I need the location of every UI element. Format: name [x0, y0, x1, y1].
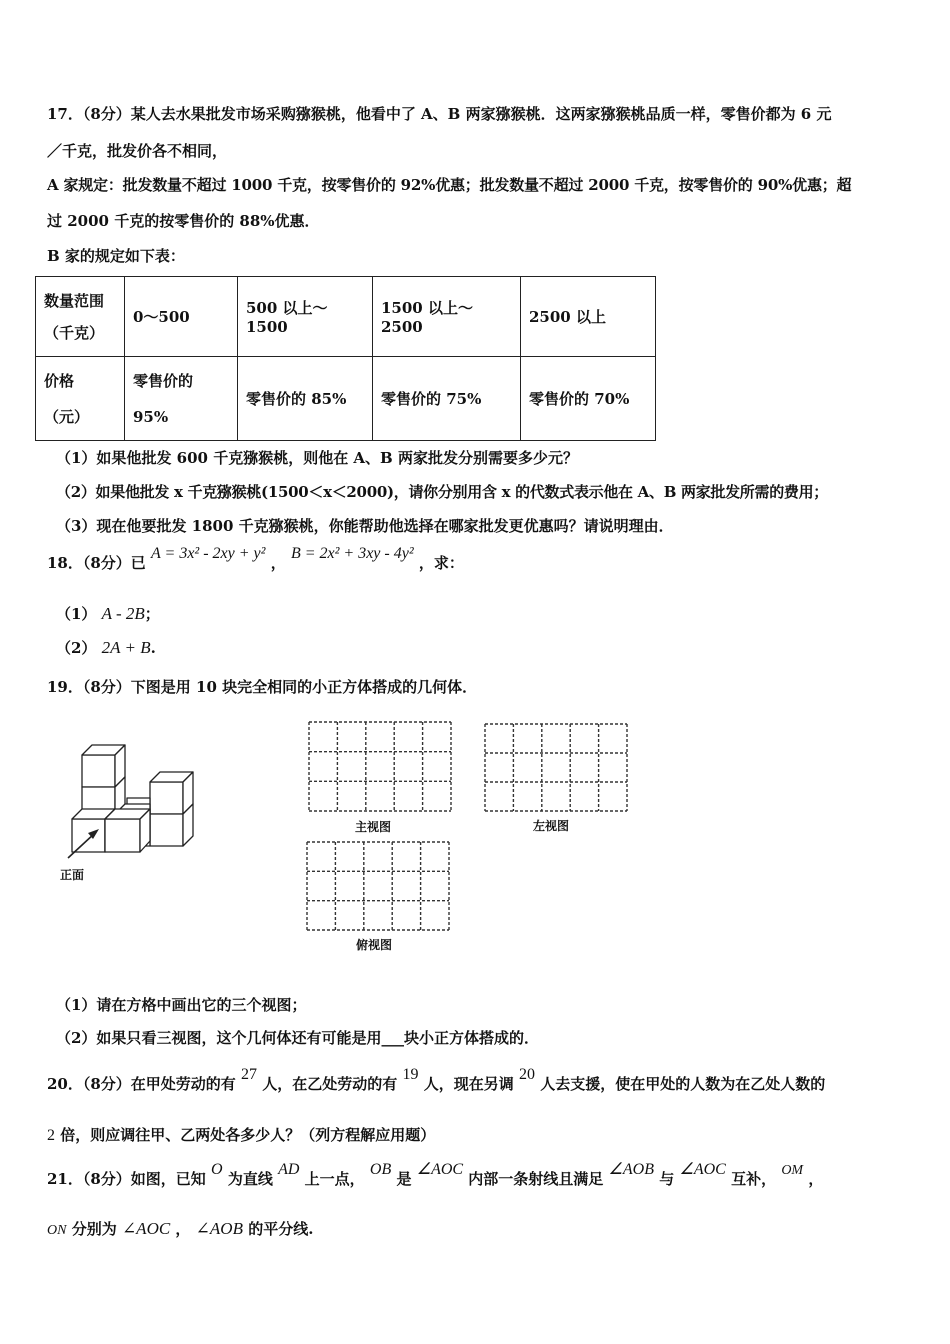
left-view-grid — [483, 722, 629, 813]
math-expr: ∠AOB — [608, 1161, 654, 1178]
cell-text: （元） — [44, 407, 90, 426]
q17-line3: A 家规定：批发数量不超过 1000 千克，按零售价的 92%优惠；批发数量不超过 2000 千克，按零售价的 90%优惠；超 — [47, 176, 852, 194]
q21-text: ， — [175, 1220, 191, 1238]
q20-num: 27 — [241, 1066, 258, 1083]
math-expr: ∠AOC — [679, 1161, 726, 1178]
q17-sub2: （2）如果他批发 x 千克猕猴桃(1500＜x＜2000)，请你分别用含 x 的代数式表示他在 A、B 两家批发所需的费用； — [56, 483, 829, 501]
q20-text: 20．（8分）在甲处劳动的有 — [47, 1075, 236, 1093]
table-cell: 零售价的 85% — [238, 357, 373, 441]
q21-text: ， — [808, 1170, 824, 1188]
q21-text: 上一点， — [304, 1170, 365, 1188]
left-view-label: 左视图 — [533, 819, 570, 833]
math-expr: AD — [278, 1161, 300, 1178]
q21-text: 互补， — [731, 1170, 777, 1188]
q21-text: 的平分线. — [248, 1220, 314, 1238]
q17-line5: B 家的规定如下表： — [47, 247, 185, 265]
main-view-label: 主视图 — [355, 820, 392, 834]
math-expr: ∠AOC — [121, 1219, 171, 1238]
q18-suffix: ，求： — [418, 554, 464, 572]
expr-b: B = 2x² + 3xy - 4y² — [290, 545, 414, 562]
table-cell: 1500 以上～2500 — [373, 277, 521, 357]
q19-sub2: （2）如果只看三视图，这个几何体还有可能是用___块小正方体搭成的． — [56, 1029, 539, 1047]
q20-text: 人，在乙处劳动的有 — [262, 1075, 398, 1093]
q20-text: 人去支援，使在甲处的人数为在乙处人数的 — [540, 1075, 826, 1093]
b-price-table — [35, 276, 656, 441]
math-expr: O — [211, 1161, 223, 1178]
q21-line2 — [47, 1218, 313, 1239]
math-expr: ON — [47, 1223, 67, 1238]
q17-sub3: （3）现在他要批发 1800 千克猕猴桃，你能帮助他选择在哪家批发更优惠吗？请说明理由． — [56, 517, 674, 535]
math-expr: OM — [781, 1163, 804, 1178]
table-cell — [36, 357, 125, 441]
q20-line2 — [47, 1124, 435, 1145]
math-expr: 2A + B — [101, 638, 151, 657]
q20-num: 19 — [402, 1066, 419, 1083]
q21-text: 是 — [396, 1170, 412, 1188]
q21-text: 与 — [659, 1170, 675, 1188]
q21-line1 — [47, 1161, 824, 1189]
table-cell — [125, 357, 238, 441]
cell-text: （千克） — [44, 323, 105, 342]
q21-text: 为直线 — [227, 1170, 273, 1188]
table-row — [36, 277, 656, 357]
table-cell: 零售价的 75% — [373, 357, 521, 441]
front-label: 正面 — [60, 868, 85, 882]
math-expr: ∠AOC — [416, 1161, 464, 1178]
cell-text: 价格 — [44, 371, 75, 390]
sub-end: . — [150, 639, 156, 657]
q18-sep: ， — [270, 554, 286, 572]
math-expr: OB — [369, 1161, 392, 1178]
sub-end: ； — [144, 605, 160, 623]
table-cell: 2500 以上 — [521, 277, 656, 357]
q21-text: 分别为 — [71, 1220, 117, 1238]
q17-line4: 过 2000 千克的按零售价的 88%优惠． — [47, 212, 320, 230]
table-cell — [36, 277, 125, 357]
q17-line1: 17．（8分）某人去水果批发市场采购猕猴桃，他看中了 A、B 两家猕猴桃．这两家猕猴桃品质一样，零售价都为 6 元 — [47, 105, 832, 123]
q18-line — [47, 545, 464, 573]
q18-prefix: 18．（8分）已 — [47, 554, 146, 572]
q20-line1 — [47, 1066, 826, 1094]
q18-sub2 — [56, 637, 156, 658]
table-cell: 0～500 — [125, 277, 238, 357]
q19-sub1: （1）请在方格中画出它的三个视图； — [56, 996, 307, 1014]
cell-text: 95% — [133, 407, 169, 426]
q20-num: 20 — [519, 1066, 536, 1083]
math-expr: A - 2B — [101, 604, 145, 623]
top-view-label: 俯视图 — [356, 938, 393, 952]
cell-text: 零售价的 — [133, 371, 194, 390]
table-cell: 500 以上～1500 — [238, 277, 373, 357]
main-view-grid — [307, 720, 453, 813]
q21-text: 21．（8分）如图，已知 — [47, 1170, 206, 1188]
q21-text: 内部一条射线且满足 — [468, 1170, 604, 1188]
q17-sub1: （1）如果他批发 600 千克猕猴桃，则他在 A、B 两家批发分别需要多少元？ — [56, 449, 578, 467]
expr-a: A = 3x² - 2xy + y² — [151, 545, 266, 562]
q20-text: 倍，则应调往甲、乙两处各多少人？（列方程解应用题） — [60, 1126, 436, 1144]
cell-text: 数量范围 — [44, 291, 105, 310]
sub-label: （2） — [56, 639, 97, 657]
sub-label: （1） — [56, 605, 97, 623]
math-expr: ∠AOB — [195, 1219, 243, 1238]
q18-sub1 — [56, 603, 160, 624]
q20-text: 人，现在另调 — [423, 1075, 514, 1093]
table-cell: 零售价的 70% — [521, 357, 656, 441]
top-view-grid — [305, 840, 451, 932]
table-row — [36, 357, 656, 441]
q17-line2: ／千克，批发价各不相同， — [47, 142, 228, 160]
q19-line1: 19．（8分）下图是用 10 块完全相同的小正方体搭成的几何体． — [47, 678, 478, 696]
q20-num: 2 — [47, 1127, 55, 1144]
